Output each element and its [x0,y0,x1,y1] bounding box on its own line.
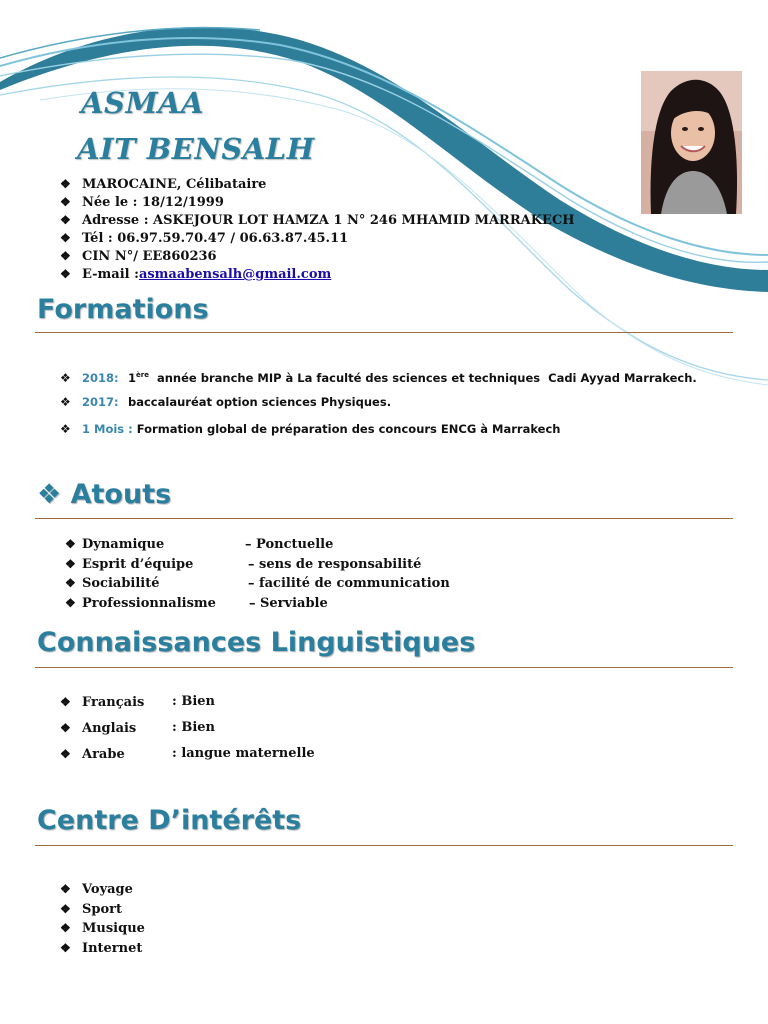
diamond-bullet-icon: ❖ [60,901,71,916]
section-divider [35,845,733,846]
avatar-portrait [641,71,742,214]
diamond-bullet-icon: ❖ [65,537,76,551]
diamond-bullet-icon: ❖ [60,231,71,245]
section-divider [35,518,733,519]
interest-item: ❖ Voyage [60,882,133,897]
atout-row: ❖ Sociabilité – facilité de communication [65,576,450,592]
diamond-bullet-icon: ❖ [60,177,71,191]
section-title-interets: Centre D’intérêts [37,805,302,836]
diamond-bullet-icon: ❖ [60,422,71,436]
last-name: AIT BENSALH [77,132,315,166]
atout-row: ❖ Professionnalisme – Serviable [65,595,328,611]
interest-item: ❖ Internet [60,940,143,956]
atout-row: ❖ Esprit d’équipe – sens de responsabilité [65,556,422,572]
diamond-bullet-icon: ❖ [65,556,76,571]
diamond-bullet-icon: ❖ [60,213,71,227]
diamond-bullet-icon: ❖ [65,576,76,591]
language-item: ❖ Français : Bien [60,694,215,710]
section-divider [35,667,733,668]
diamond-bullet-icon: ❖ [65,595,76,610]
diamond-bullet-icon: ❖ [60,370,71,385]
interests-list [60,880,145,958]
diamond-bullet-icon: ❖ [60,747,71,761]
diamond-bullet-icon: ❖ [60,195,71,209]
info-nationality: ❖ MAROCAINE, Célibataire [60,177,267,192]
diamond-bullet-icon: ❖ [60,721,71,735]
info-birthdate: ❖ Née le : 18/12/1999 [60,195,224,210]
formation-item: ❖ 1 Mois : Formation global de préparation des concours ENCG à Marrakech [60,422,561,436]
atouts-list [65,535,450,613]
email-link[interactable]: asmaabensalh@gmail.com [138,267,332,282]
info-cin: ❖ CIN N°/ EE860236 [60,249,217,264]
section-divider [35,332,733,333]
atout-row: ❖ Dynamique – Ponctuelle [65,537,334,552]
languages-list [60,692,315,770]
formation-item: ❖ 2017: baccalauréat option sciences Physiques. [60,395,392,409]
diamond-bullet-icon: ❖ [60,921,71,936]
info-phone: ❖ Tél : 06.97.59.70.47 / 06.63.87.45.11 [60,231,349,246]
info-email: ❖ E-mail :asmaabensalh@gmail.com [60,267,332,282]
formations-list [60,366,697,447]
language-item: ❖ Anglais : Bien [60,720,215,736]
diamond-bullet-icon: ❖ [60,695,71,709]
interest-item: ❖ Musique [60,921,145,937]
personal-info-list [60,175,575,283]
diamond-bullet-icon: ❖ [60,395,71,409]
language-item: ❖ Arabe : langue maternelle [60,746,315,762]
section-title-atouts: ❖ Atouts [37,479,172,510]
interest-item: ❖ Sport [60,901,123,917]
profile-photo [641,71,742,214]
info-address: ❖ Adresse : ASKEJOUR LOT HAMZA 1 N° 246 MHAMID MARRAKECH [60,213,575,228]
formation-item: ❖ 2018: 1ère année branche MIP à La faculté des sciences et techniques Cadi Ayyad Marrakech. [60,370,697,385]
diamond-bullet-icon: ❖ [60,882,71,896]
diamond-bullet-icon: ❖ [60,249,71,263]
first-name: ASMAA [81,86,205,120]
diamond-bullet-icon: ❖ [60,940,71,955]
diamond-bullet-icon: ❖ [60,267,71,281]
section-title-formations: Formations [37,294,209,325]
section-title-langues: Connaissances Linguistiques [37,627,476,658]
diamond-bullet-icon: ❖ [37,479,62,510]
